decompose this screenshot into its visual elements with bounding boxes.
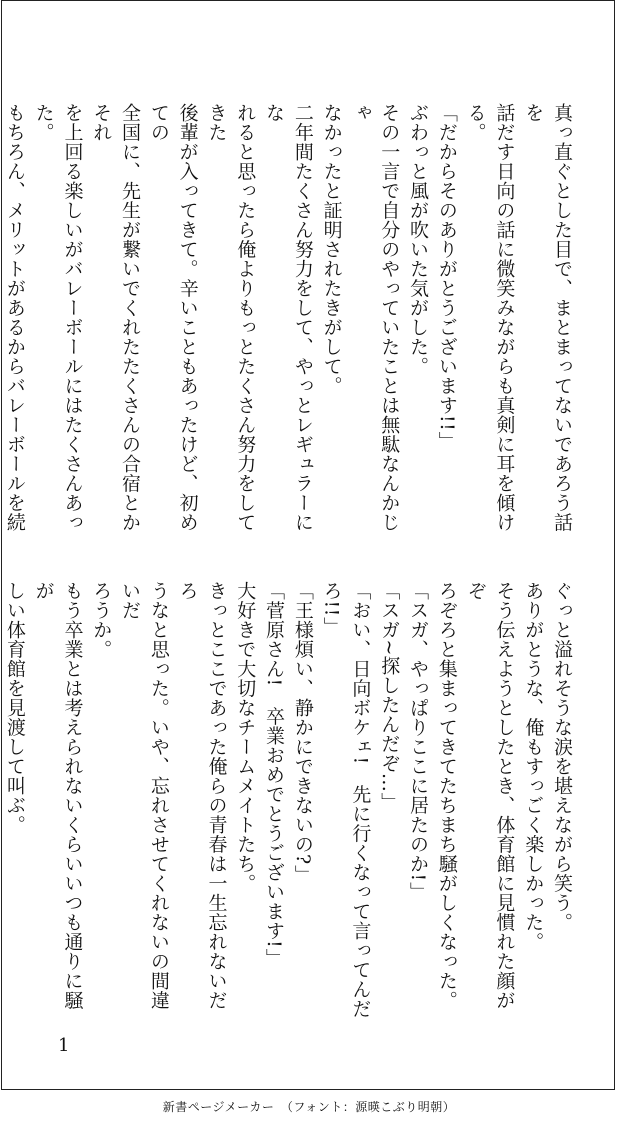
text-line: 「スガ、やっぱりここに居たのか!」 (407, 581, 430, 902)
text-line: 「おい、日向ボケェ! 先に行くなって言ってんだ (349, 581, 372, 1019)
text-line: ぶわっと風が吹いた気がした。 (407, 103, 430, 376)
text-column-top (3, 103, 576, 547)
text-column-bottom (3, 581, 576, 1025)
text-line: 二年間たくさん努力をして、やっとレギュラーにな (263, 103, 314, 532)
page-number: 1 (58, 1035, 70, 1056)
text-line: を上回る楽しいがバレーボールにはたくさんあった。 (32, 103, 84, 532)
text-line: 「だからそのありがとうございます!!」 (435, 103, 458, 451)
text-line: うなと思った。いや、忘れさせてくれないの間違いだ (119, 581, 170, 1010)
text-line: 全国に、先生が繋いでくれたたくさんの合宿とかそれ (90, 103, 142, 532)
footer-caption: 新書ページメーカー （フォント：源暎こぶり明朝） (162, 1100, 456, 1114)
text-line: しい体育館を見渡して叫ぶ。 (3, 581, 26, 835)
text-line: ぐっと溢れそうな涙を堪えながら笑う。 (551, 581, 573, 932)
text-line: もちろん、メリットがあるからバレーボールを続 (3, 103, 26, 532)
manuscript-page (1, 0, 615, 1090)
text-line: 「王様煩い、静かにできないの?」 (291, 581, 314, 885)
text-line: ろぞろと集まってきてたちまち騒がしくなった。 (435, 581, 458, 1010)
text-line: 後輩が入ってきて。辛いこともあったけど、初めての (147, 103, 199, 532)
text-line: きっとここであった俺らの青春は一生忘れないだろ (176, 581, 228, 1010)
text-line: そう伝えようとしたとき、体育館に見慣れた顔がぞ (464, 581, 516, 1010)
text-line: ありがとうな、俺もすっごく楽しかった。 (522, 581, 545, 952)
text-line: 大好きで大切なチームメイトたち。 (234, 581, 257, 893)
text-line: 真っ直ぐとした目で、まとまってないであろう話を (522, 103, 573, 532)
text-line: なかったと証明されたきがして。 (320, 103, 343, 396)
text-line: 「スガ~探したんだぞ…」 (378, 581, 401, 812)
text-line: ろうか。 (90, 581, 113, 659)
text-line: ろ!!」 (320, 581, 343, 637)
text-line: その一言で自分のやっていたことは無駄なんかじゃ (349, 103, 401, 532)
text-line: もう卒業とは考えられないくらいいつも通りに騒が (32, 581, 84, 1010)
text-line: 「菅原さん! 卒業おめでとうございます!」 (263, 581, 286, 968)
text-line: 話だす日向の話に微笑みながらも真剣に耳を傾ける。 (464, 103, 516, 532)
text-line: れると思ったら俺よりもっとたくさん努力をしてきた (205, 103, 257, 532)
